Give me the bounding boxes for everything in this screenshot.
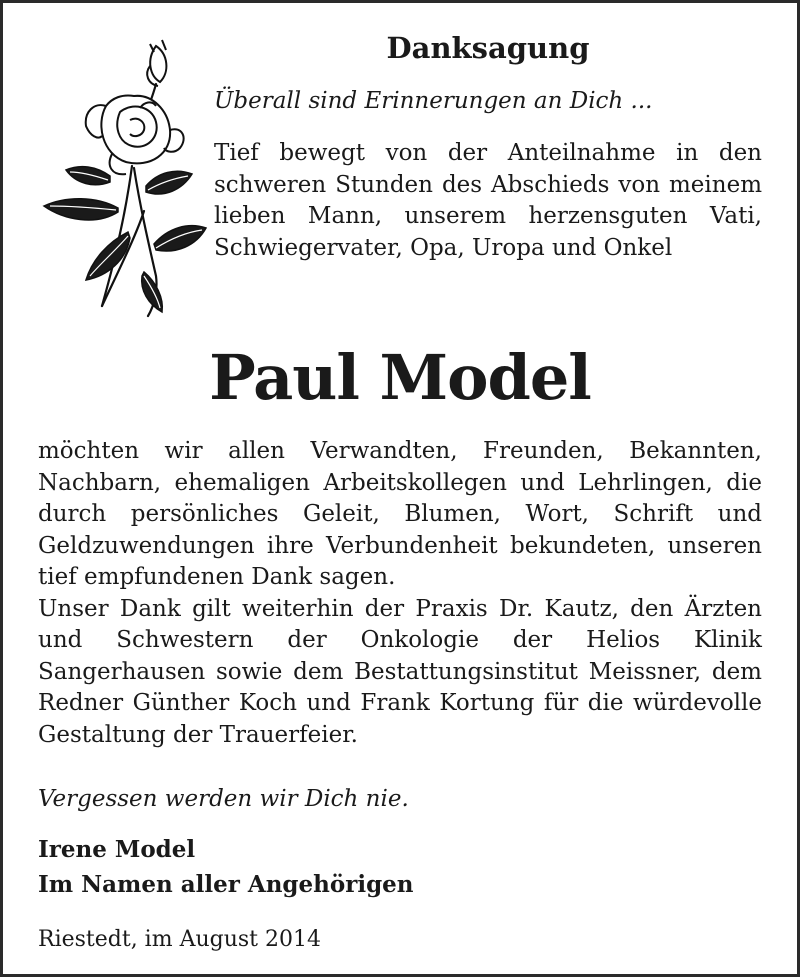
thanks-paragraph: Unser Dank gilt weiterhin der Praxis Dr. Kautz, den Ärzten und Schwestern der Onkologie der Helios Klinik Sangerhausen sowie dem Bestattungsinstitut Meissner, dem Redner Günther Koch und Frank Kortung für die würdevolle Gestaltung der Trauerfeier. (38, 595, 762, 748)
signature-name: Irene Model (38, 836, 196, 863)
rose-icon (36, 36, 208, 318)
place-date: Riestedt, im August 2014 (38, 927, 321, 952)
intro-text: Tief bewegt von der Anteilnahme in den schweren Stunden des Abschieds von meinem lieben Mann, unserem herzensguten Vati, Schwiegervater, Opa, Uropa und Onkel (214, 140, 762, 261)
signature-block (38, 832, 762, 902)
signature-line: Im Namen aller Angehörigen (38, 871, 414, 898)
thanks-body (38, 436, 762, 751)
motto: Überall sind Erinnerungen an Dich ... (214, 88, 653, 114)
closing-line: Vergessen werden wir Dich nie. (38, 786, 409, 812)
deceased-name: Paul Model (209, 341, 591, 414)
thanks-paragraph: möchten wir allen Verwandten, Freunden, Bekannten, Nachbarn, ehemaligen Arbeitskollegen und Lehrlingen, die durch persönliches Geleit, Blumen, Wort, Schrift und Geldzuwendungen ihre Verbundenheit bekundeten, unseren tief empfundenen Dank sagen. (38, 438, 762, 590)
notice-title: Danksagung (386, 31, 590, 65)
